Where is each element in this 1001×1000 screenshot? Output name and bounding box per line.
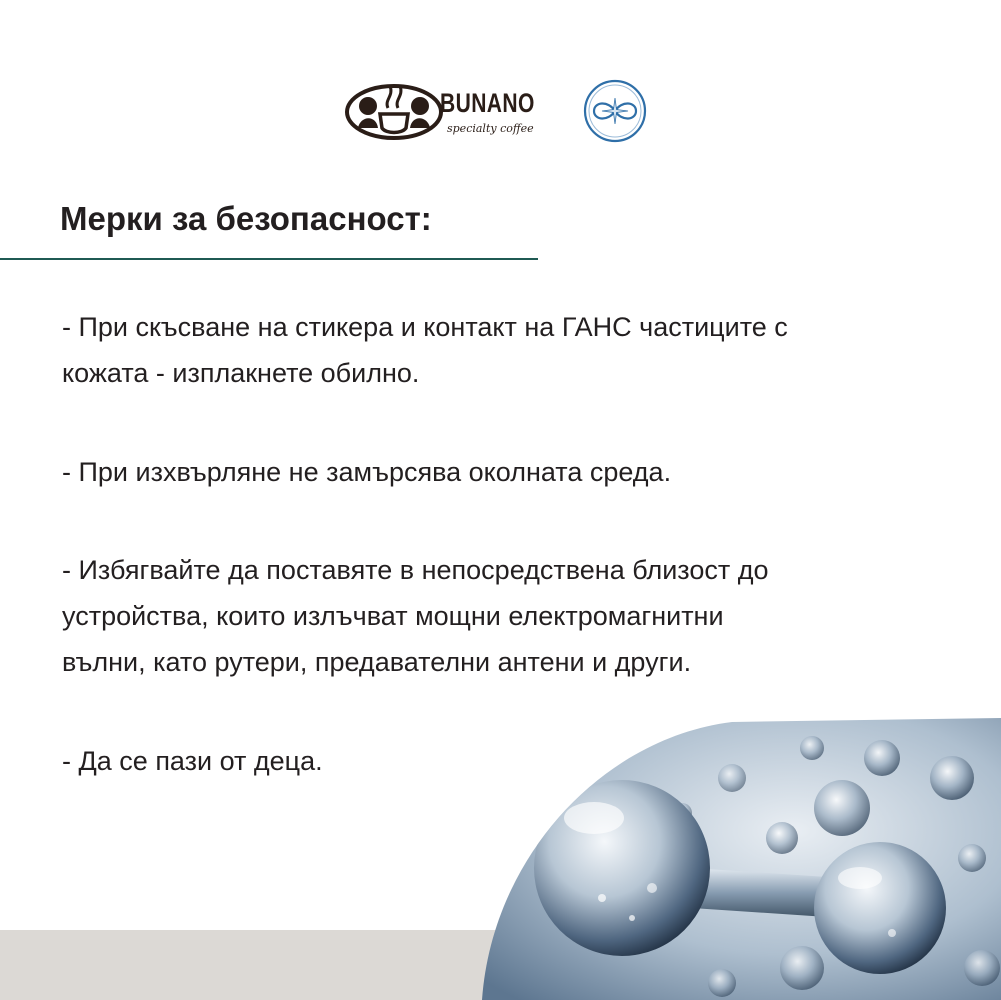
page-title: Мерки за безопасност: [60, 200, 432, 237]
safety-item-3 [62, 547, 769, 685]
safety-item-1 [62, 304, 788, 396]
coffee-emblem-icon [344, 78, 444, 142]
brand-logos [344, 78, 654, 142]
safety-item-1-line-1: - При скъсване на стикера и контакт на ГАНС частиците с [62, 312, 788, 342]
safety-item-2 [62, 449, 671, 495]
brand-tagline: specialty coffee [447, 122, 534, 135]
safety-item-1-line-2: кожата - изплакнете обилно. [62, 358, 420, 388]
heading-divider [0, 258, 538, 260]
safety-item-3-line-1: - Избягвайте да поставяте в непосредствена близост до [62, 555, 769, 585]
molecule-image [482, 718, 1001, 1000]
safety-item-4-line-1: - Да се пази от деца. [62, 746, 323, 776]
safety-item-3-line-2: устройства, които излъчват мощни електромагнитни [62, 601, 724, 631]
infinity-circle-icon [582, 78, 648, 144]
brand-wordmark: BUNANO [440, 88, 535, 118]
safety-item-4 [62, 738, 323, 784]
safety-item-2-line-1: - При изхвърляне не замърсява околната среда. [62, 457, 672, 487]
safety-item-3-line-3: вълни, като рутери, предавателни антени и други. [62, 647, 692, 677]
